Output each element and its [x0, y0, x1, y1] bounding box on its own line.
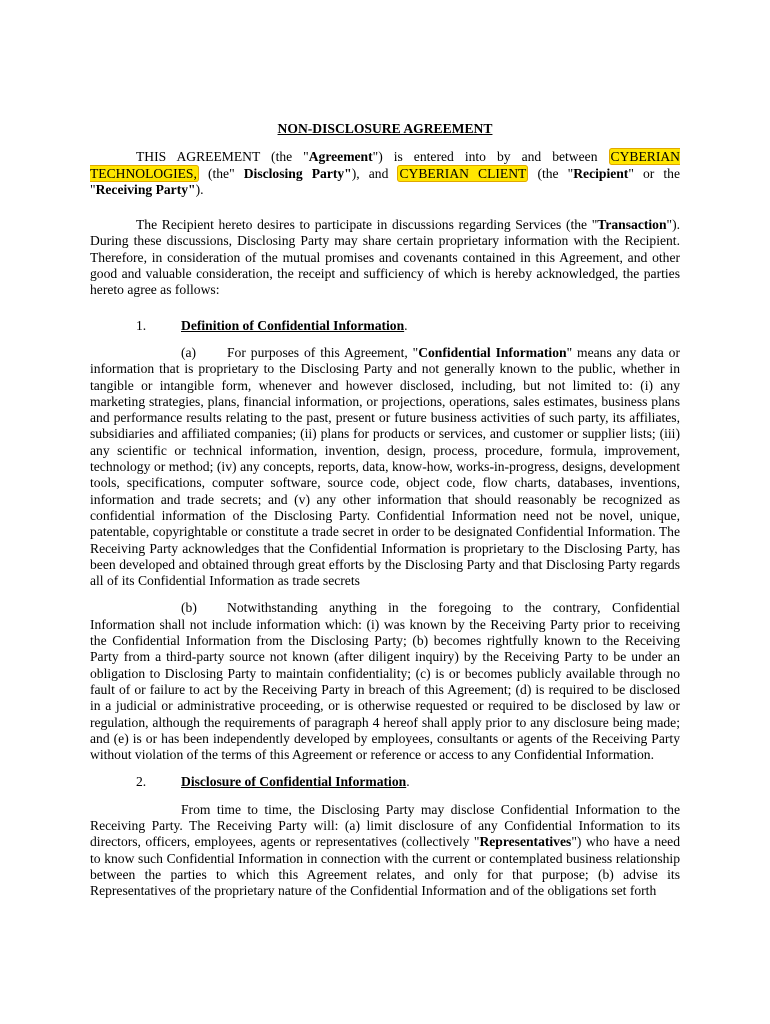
section-1-heading: 1. Definition of Confidential Information. [90, 318, 680, 334]
recipient-term: Recipient [573, 165, 629, 181]
agreement-term: Agreement [308, 149, 373, 165]
section-1a-paragraph: (a) For purposes of this Agreement, "Confidential Information" means any data or information that is proprietary to the Disclosing Party and not generally known to the public, whether in tangible or intangible form, whenever and however disclosed, including, but not limited to: (i) any marketing strategies, plans, financial information, or projections, operations, sales estimates, business plans and performance results relating to the past, present or future business activities of such party, its affiliates, subsidiaries and affiliated companies; (ii) plans for products or services, and customer or supplier lists; (iii) any scientific or technical information, invention, design, process, procedure, formula, improvement, technology or method; (iv) any concepts, reports, data, know-how, works-in-progress, designs, development tools, specifications, computer software, source code, object code, flow charts, databases, inventions, information and trade secrets; and (v) any other information that should reasonably be recognized as confidential information of the Disclosing Party. Confidential Information need not be novel, unique, patentable, copyrightable or constitute a trade secret in order to be designated Confidential Information. The Receiving Party acknowledges that the Confidential Information is proprietary to the Disclosing Party, has been developed and obtained through great efforts by the Disclosing Party and that Disclosing Party regards all of its Confidential Information as trade secrets [90, 344, 680, 589]
section-2-number: 2. [136, 774, 147, 790]
section-1-number: 1. [136, 317, 147, 333]
section-1b-label: (b) [181, 600, 197, 616]
section-2-heading: 2. Disclosure of Confidential Information. [90, 774, 680, 790]
document-body [90, 121, 680, 899]
section-1a-label: (a) [181, 344, 197, 360]
representatives-term: Representatives [479, 834, 572, 850]
section-1-title: Definition of Confidential Information [181, 317, 405, 333]
receiving-party-term: Receiving Party" [95, 181, 196, 197]
disclosing-party-name-field[interactable]: CYBERIAN TECHNOLOGIES, [90, 149, 680, 181]
transaction-term: Transaction [597, 217, 667, 233]
section-2-title: Disclosure of Confidential Information [181, 774, 407, 790]
recipient-name-field[interactable]: CYBERIAN CLIENT [399, 165, 527, 181]
document-title: NON-DISCLOSURE AGREEMENT [277, 121, 493, 136]
intro-paragraph: THIS AGREEMENT (the "Agreement") is entered into by and between CYBERIAN TECHNOLOGIES, (the" Disclosing Party"), and CYBERIAN CLIENT (the "Recipient" or the "Receiving Party"). [90, 149, 680, 197]
section-1b-paragraph: (b) Notwithstanding anything in the foregoing to the contrary, Confidential Information shall not include information which: (i) was known by the Receiving Party prior to receiving the Confidential Information from the Disclosing Party; (b) becomes rightfully known to the Receiving Party from a third-party source not known (after diligent inquiry) by the Receiving Party to be under an obligation to Disclosing Party to maintain confidentiality; (c) is or becomes publicly available through no fault of or failure to act by the Receiving Party in breach of this Agreement; (d) is required to be disclosed in a judicial or administrative proceeding, or is otherwise requested or required to be disclosed by law or regulation, although the requirements of paragraph 4 hereof shall apply prior to any disclosure being made; and (e) is or has been independently developed by employees, consultants or agents of the Receiving Party without violation of the terms of this Agreement or reference or access to any Confidential Information. [90, 600, 680, 763]
section-2-paragraph: From time to time, the Disclosing Party may disclose Confidential Information to the Receiving Party. The Receiving Party will: (a) limit disclosure of any Confidential Information to its directors, officers, employees, agents or representatives (collectively "Representatives") who have a need to know such Confidential Information in connection with the current or contemplated business relationship between the parties to which this Agreement relates, and only for that purpose; (b) advise its Representatives of the proprietary nature of the Confidential Information and of the obligations set forth [90, 801, 680, 899]
recital-paragraph: The Recipient hereto desires to participate in discussions regarding Services (the "Transaction"). During these discussions, Disclosing Party may share certain proprietary information with the Recipient. Therefore, in consideration of the mutual promises and covenants contained in this Agreement, and other good and valuable consideration, the receipt and sufficiency of which is hereby acknowledged, the parties hereto agree as follows: [90, 217, 680, 298]
confidential-information-term: Confidential Information [418, 344, 567, 360]
disclosing-party-term: Disclosing Party" [243, 165, 352, 181]
